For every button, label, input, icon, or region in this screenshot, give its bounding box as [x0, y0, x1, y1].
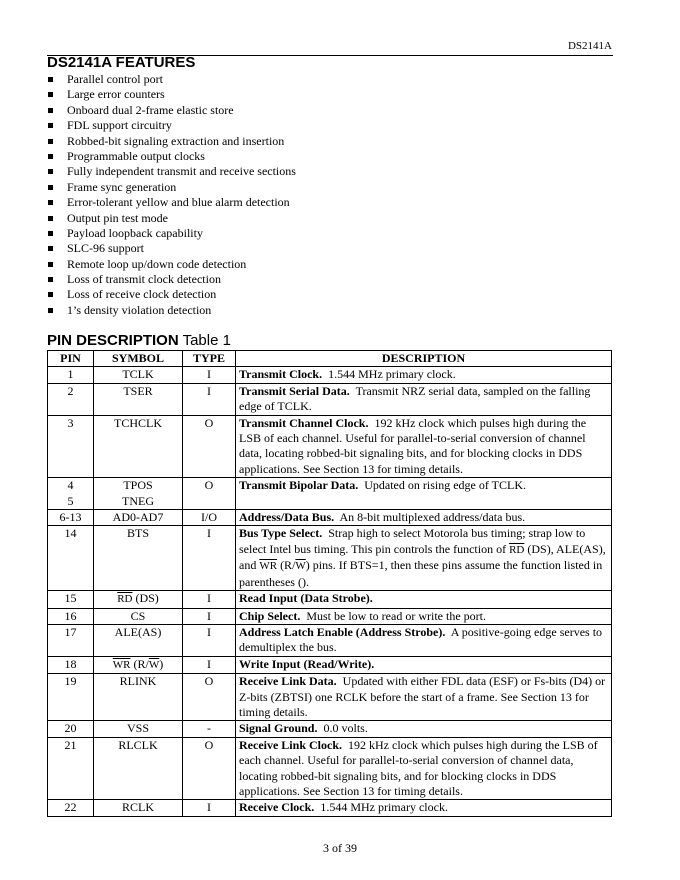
bullet-icon	[48, 139, 53, 144]
pin-number: 6-13	[48, 510, 94, 526]
table-row	[48, 608, 612, 624]
feature-item: Large error counters	[47, 87, 296, 102]
pin-description: Bus Type Select. Strap high to select Motorola bus timing; strap low to select Intel bus timing. This pin controls the function of $\overline{RD}$ (DS), ALE(AS), and $\overline{WR}$ $(R/\overline{W})$ pins. If BTS=1, then these pins assume the function listed in parentheses ().	[236, 526, 612, 591]
bullet-icon	[48, 185, 53, 190]
feature-item: 1’s density violation detection	[47, 303, 296, 318]
table-row	[48, 674, 612, 721]
pin-type: -	[183, 721, 236, 737]
pin-number: 15	[48, 591, 94, 608]
pin-number: 2	[48, 383, 94, 415]
pin-description: Receive Clock. 1.544 MHz primary clock.	[236, 800, 612, 816]
table-row	[48, 415, 612, 478]
bullet-icon	[48, 308, 53, 313]
bullet-icon	[48, 92, 53, 97]
pin-type: I	[183, 591, 236, 608]
pin-symbol: VSS	[94, 721, 183, 737]
feature-item: Onboard dual 2-frame elastic store	[47, 103, 296, 118]
pin-description: Transmit Bipolar Data. Updated on rising edge of TCLK.	[236, 478, 612, 510]
pin-description: Transmit Channel Clock. 192 kHz clock which pulses high during the LSB of each channel. Useful for parallel-to-serial conversion of channel data, locating robbed-bit signaling bits, and for blocking clocks in DDS applications. See Section 13 for timing details.	[236, 415, 612, 478]
feature-item: Payload loopback capability	[47, 226, 296, 241]
pin-symbol: RCLK	[94, 800, 183, 816]
pin-symbol: CS	[94, 608, 183, 624]
pin-type: I	[183, 656, 236, 673]
pin-description: Receive Link Data. Updated with either FDL data (ESF) or Fs-bits (D4) or Z-bits (ZBTSI) one RCLK before the start of a frame. See Section 13 for timing details.	[236, 674, 612, 721]
pin-description-table	[47, 350, 612, 817]
pin-number: 14	[48, 526, 94, 591]
pin-type: O	[183, 674, 236, 721]
col-header-symbol: SYMBOL	[94, 351, 183, 367]
document-id: DS2141A	[567, 40, 612, 52]
bullet-icon	[48, 262, 53, 267]
pin-number: 18	[48, 656, 94, 673]
col-header-pin: PIN	[48, 351, 94, 367]
pin-description: Read Input (Data Strobe).	[236, 591, 612, 608]
bullet-icon	[48, 277, 53, 282]
feature-item: Output pin test mode	[47, 211, 296, 226]
bullet-icon	[48, 77, 53, 82]
pin-description: Transmit Clock. 1.544 MHz primary clock.	[236, 367, 612, 383]
table-row	[48, 526, 612, 591]
pin-symbol: BTS	[94, 526, 183, 591]
pin-description: Address Latch Enable (Address Strobe). A positive-going edge serves to demultiplex the bus.	[236, 624, 612, 656]
pin-number: 22	[48, 800, 94, 816]
table-row	[48, 383, 612, 415]
pin-description: Receive Link Clock. 192 kHz clock which pulses high during the LSB of each channel. Useful for parallel-to-serial conversion of channel data, locating robbed-bit signaling bits, and for blocking clocks in DDS applications. See Section 13 for timing details.	[236, 737, 612, 800]
features-heading: DS2141A FEATURES	[47, 54, 196, 71]
table-row	[48, 800, 612, 816]
feature-item: Error-tolerant yellow and blue alarm detection	[47, 195, 296, 210]
pin-symbol: TCLK	[94, 367, 183, 383]
pin-number: 20	[48, 721, 94, 737]
feature-item: Frame sync generation	[47, 180, 296, 195]
bullet-icon	[48, 216, 53, 221]
pin-symbol: RLCLK	[94, 737, 183, 800]
feature-item: Loss of transmit clock detection	[47, 272, 296, 287]
pin-symbol: TPOS TNEG	[94, 478, 183, 510]
bullet-icon	[48, 154, 53, 159]
feature-item: SLC-96 support	[47, 241, 296, 256]
pin-type: I	[183, 624, 236, 656]
feature-item: Loss of receive clock detection	[47, 287, 296, 302]
pin-description: Transmit Serial Data. Transmit NRZ serial data, sampled on the falling edge of TCLK.	[236, 383, 612, 415]
bullet-icon	[48, 108, 53, 113]
pin-type: I/O	[183, 510, 236, 526]
feature-item: Fully independent transmit and receive sections	[47, 164, 296, 179]
page-number: 3 of 39	[323, 841, 357, 855]
pin-number: 1	[48, 367, 94, 383]
pin-type: I	[183, 526, 236, 591]
table-row	[48, 737, 612, 800]
table-row	[48, 478, 612, 510]
feature-item: Remote loop up/down code detection	[47, 257, 296, 272]
bullet-icon	[48, 292, 53, 297]
pin-number: 4 5	[48, 478, 94, 510]
pin-description-heading: PIN DESCRIPTION Table 1	[47, 332, 231, 349]
col-header-type: TYPE	[183, 351, 236, 367]
pin-description: Write Input (Read/Write).	[236, 656, 612, 673]
pin-type: I	[183, 383, 236, 415]
feature-item: Robbed-bit signaling extraction and insertion	[47, 134, 296, 149]
pin-number: 21	[48, 737, 94, 800]
pin-symbol: TCHCLK	[94, 415, 183, 478]
table-row	[48, 721, 612, 737]
table-row	[48, 624, 612, 656]
bullet-icon	[48, 169, 53, 174]
pin-type: O	[183, 415, 236, 478]
bullet-icon	[48, 200, 53, 205]
pin-symbol: RLINK	[94, 674, 183, 721]
table-row	[48, 367, 612, 383]
pin-symbol: $\overline{WR}$ $(R/\overline{W})$	[94, 656, 183, 673]
pin-type: O	[183, 478, 236, 510]
pin-number: 16	[48, 608, 94, 624]
pin-number: 3	[48, 415, 94, 478]
bullet-icon	[48, 123, 53, 128]
pin-description: Chip Select. Must be low to read or write the port.	[236, 608, 612, 624]
table-row	[48, 510, 612, 526]
pin-symbol: $\overline{RD}$ (DS)	[94, 591, 183, 608]
pin-type: I	[183, 800, 236, 816]
pin-symbol: AD0-AD7	[94, 510, 183, 526]
pin-description: Address/Data Bus. An 8-bit multiplexed address/data bus.	[236, 510, 612, 526]
pin-description: Signal Ground. 0.0 volts.	[236, 721, 612, 737]
table-header-row	[48, 351, 612, 367]
pin-type: O	[183, 737, 236, 800]
col-header-description: DESCRIPTION	[236, 351, 612, 367]
pin-symbol: ALE(AS)	[94, 624, 183, 656]
table-row	[48, 591, 612, 608]
features-list	[47, 72, 296, 318]
feature-item: FDL support circuitry	[47, 118, 296, 133]
bullet-icon	[48, 246, 53, 251]
feature-item: Programmable output clocks	[47, 149, 296, 164]
feature-item: Parallel control port	[47, 72, 296, 87]
pin-symbol: TSER	[94, 383, 183, 415]
pin-type: I	[183, 367, 236, 383]
pin-number: 19	[48, 674, 94, 721]
table-row	[48, 656, 612, 673]
bullet-icon	[48, 231, 53, 236]
pin-number: 17	[48, 624, 94, 656]
pin-type: I	[183, 608, 236, 624]
